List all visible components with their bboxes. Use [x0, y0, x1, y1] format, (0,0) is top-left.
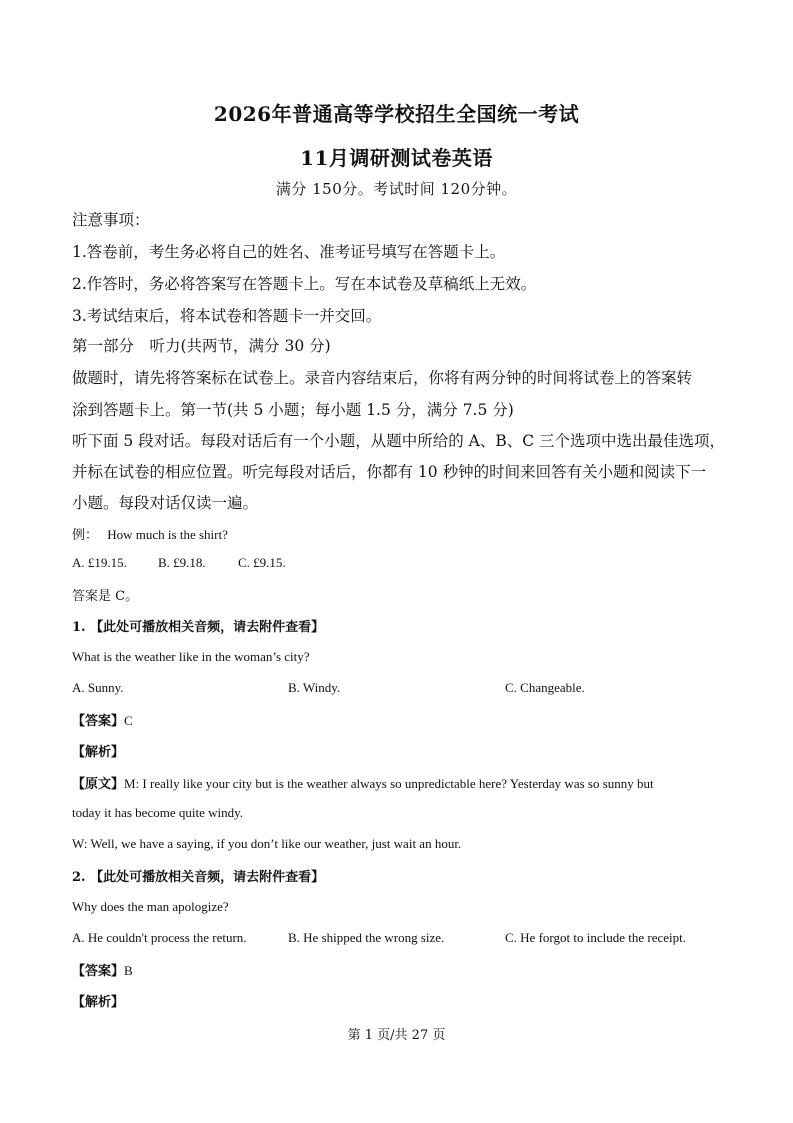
- example-option-a: A. £19.15.: [72, 555, 127, 570]
- notice-item-2: 2.作答时，务必将答案写在答题卡上。写在本试卷及草稿纸上无效。: [72, 275, 537, 293]
- q1-source-text-1: M: I really like your city but is the weather always so unpredictable here? Yesterday was so sunny but: [124, 776, 654, 791]
- q1-header: 1. 【此处可播放相关音频，请去附件查看】: [72, 620, 325, 635]
- page-number: 第 1 页/共 27 页: [347, 1028, 446, 1043]
- example-question: How much is the shirt?: [107, 527, 228, 542]
- q1-option-b: B. Windy.: [288, 680, 341, 695]
- q1-source-line-2: today it has become quite windy.: [72, 805, 244, 820]
- q1-source-line-3: W: Well, we have a saying, if you don’t like our weather, just wait an hour.: [72, 836, 462, 851]
- q2-answer-value: B: [124, 963, 133, 978]
- part1-instruction-line-2: 涂到答题卡上。第一节(共 5 小题；每小题 1.5 分，满分 7.5 分): [72, 401, 514, 419]
- q1-source-line-1: [72, 773, 654, 792]
- q2-answer-line: [72, 960, 133, 979]
- q2-option-b: B. He shipped the wrong size.: [288, 930, 445, 945]
- example-option-b: B. £9.18.: [158, 555, 206, 570]
- q1-answer-line: [72, 710, 133, 729]
- q2-header: 2. 【此处可播放相关音频，请去附件查看】: [72, 870, 325, 885]
- notice-item-3: 3.考试结束后，将本试卷和答题卡一并交回。: [72, 307, 382, 325]
- part1-instruction-line-3: 听下面 5 段对话。每段对话后有一个小题，从题中所给的 A、B、C 三个选项中选出最佳选项，: [72, 432, 726, 450]
- exam-title: 2026年普通高等学校招生全国统一考试: [213, 102, 580, 126]
- notice-heading: 注意事项：: [72, 211, 150, 229]
- part1-instruction-line-4: 并标在试卷的相应位置。听完每段对话后，你都有 10 秒钟的时间来回答有关小题和阅读下一: [72, 463, 707, 481]
- q2-question: Why does the man apologize?: [72, 899, 229, 914]
- part1-instruction-line-1: 做题时，请先将答案标在试卷上。录音内容结束后，你将有两分钟的时间将试卷上的答案转: [72, 369, 693, 387]
- part1-heading: 第一部分 听力(共两节，满分 30 分): [72, 337, 331, 355]
- q2-option-c: C. He forgot to include the receipt.: [505, 930, 686, 945]
- example-line: [72, 524, 228, 543]
- example-option-c: C. £9.15.: [238, 555, 286, 570]
- example-answer: 答案是 C。: [72, 589, 139, 604]
- exam-subject-title: 11月调研测试卷英语: [300, 146, 493, 170]
- part1-instruction-line-5: 小题。每段对话仅读一遍。: [72, 494, 259, 512]
- q2-answer-label: 【答案】: [72, 963, 125, 978]
- q1-analysis-label: 【解析】: [72, 745, 125, 760]
- q2-option-a: A. He couldn't process the return.: [72, 930, 247, 945]
- q1-question: What is the weather like in the woman’s city?: [72, 649, 310, 664]
- q1-option-a: A. Sunny.: [72, 680, 124, 695]
- example-label: 例：: [72, 527, 99, 542]
- q1-source-label: 【原文】: [72, 776, 125, 791]
- q1-answer-value: C: [124, 713, 133, 728]
- q1-option-c: C. Changeable.: [505, 680, 585, 695]
- q1-answer-label: 【答案】: [72, 713, 125, 728]
- q2-analysis-label: 【解析】: [72, 995, 125, 1010]
- exam-subtitle: 满分 150分。考试时间 120分钟。: [275, 180, 518, 198]
- notice-item-1: 1.答卷前，考生务必将自己的姓名、准考证号填写在答题卡上。: [72, 243, 506, 261]
